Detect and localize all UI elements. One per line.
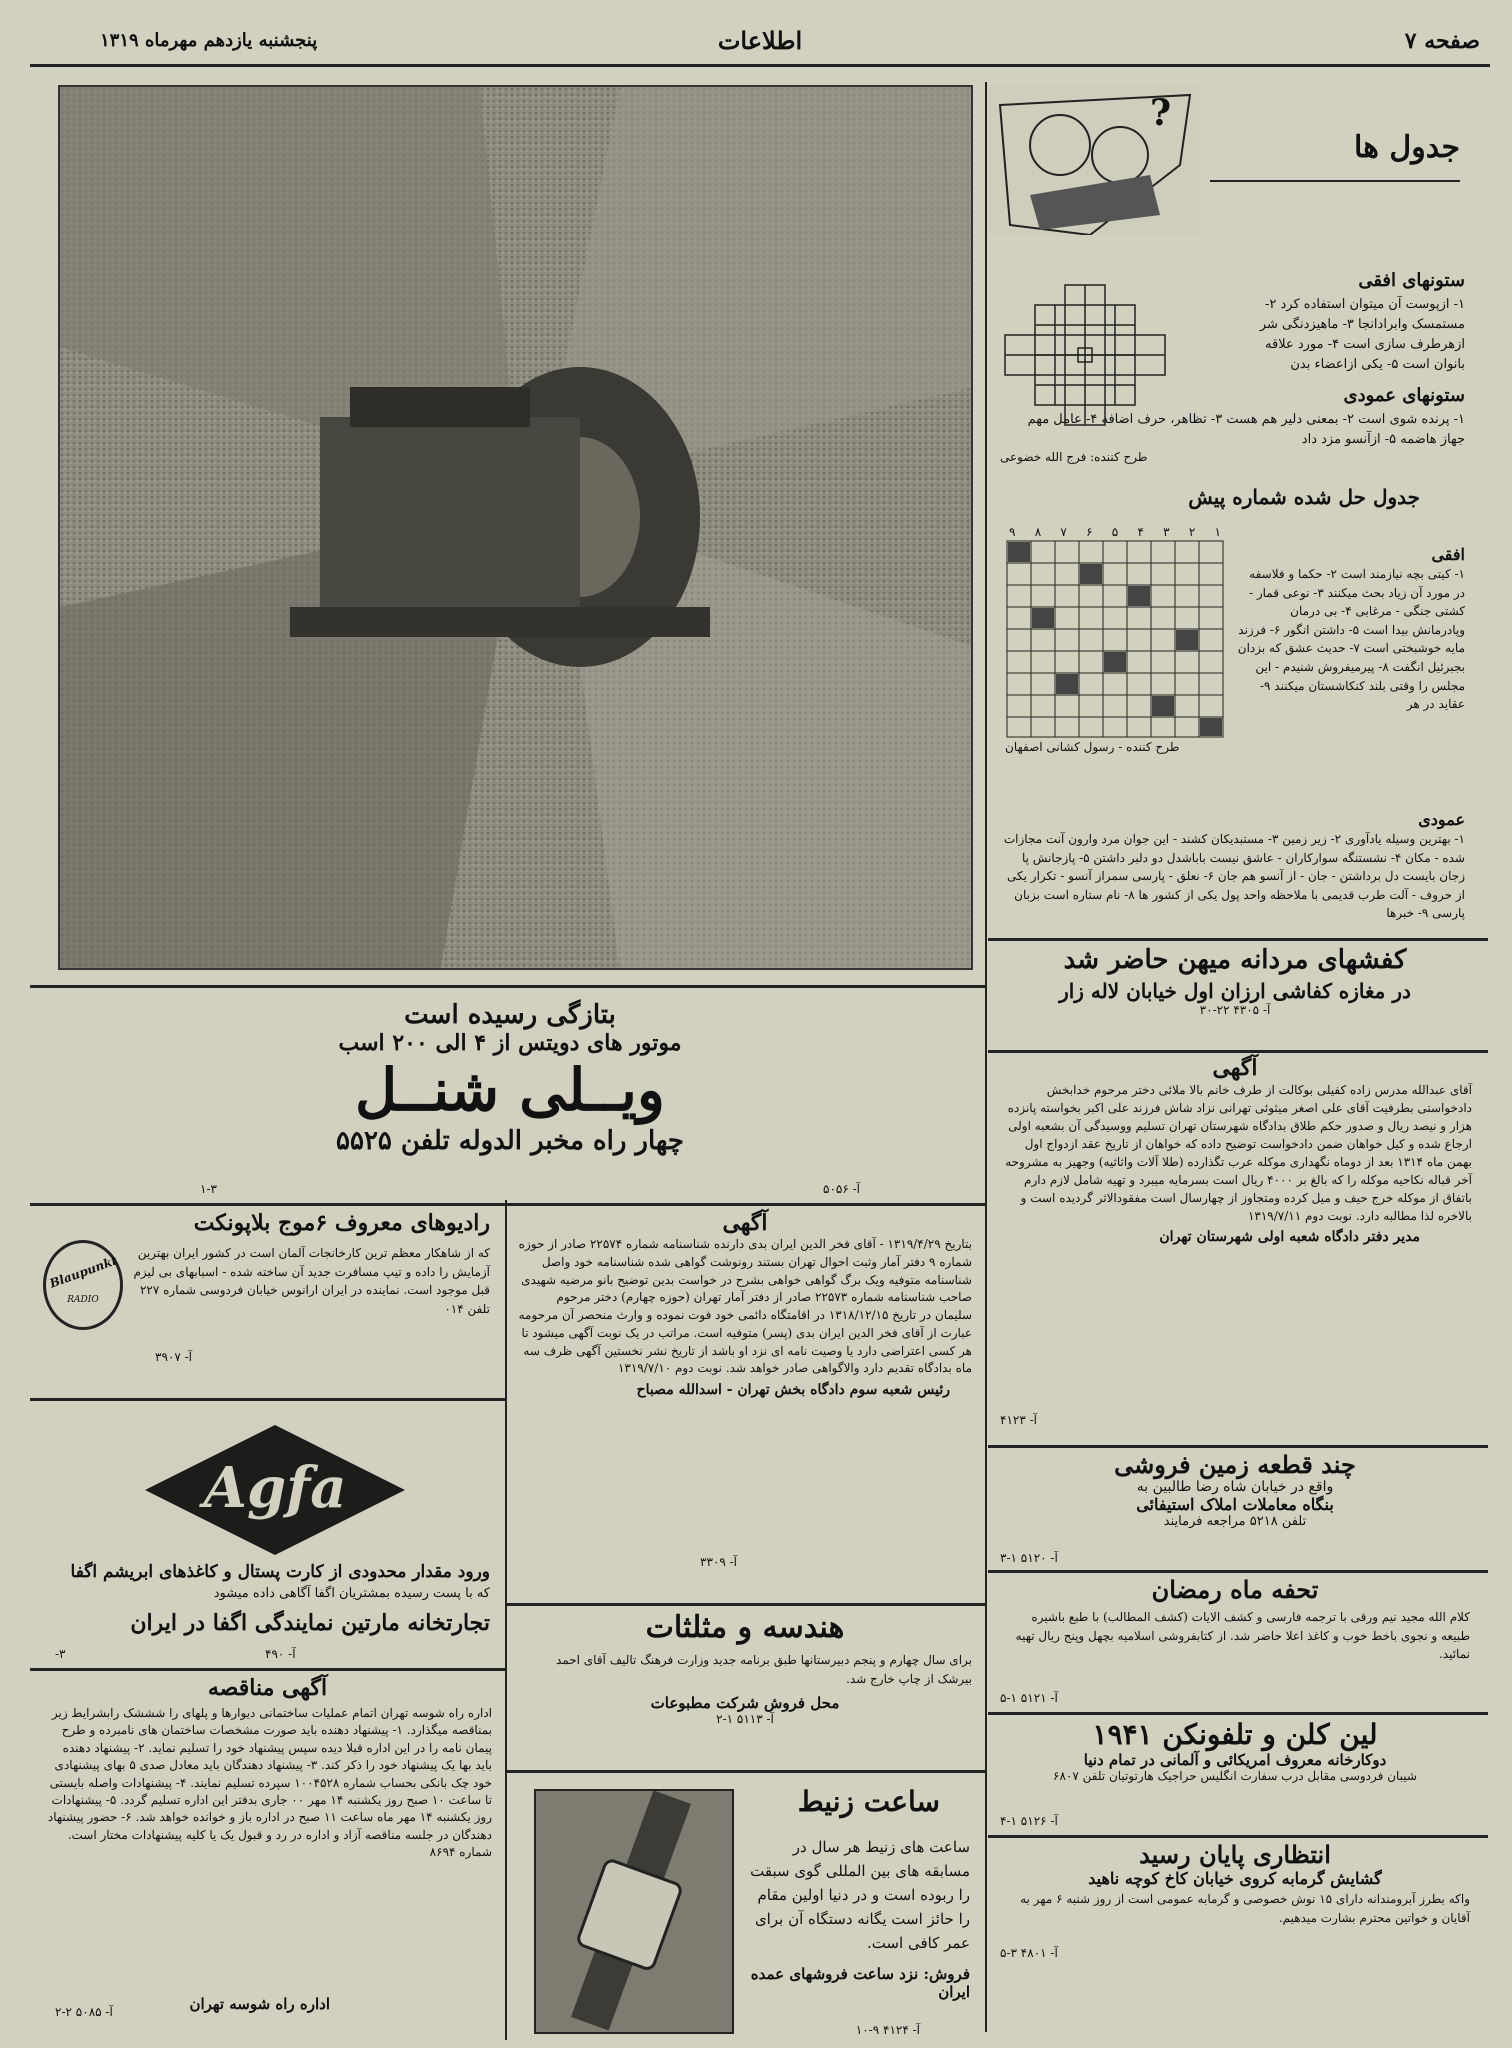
prev-horizontal-title: افقی	[1431, 545, 1465, 564]
radio-title: رادیوهای معروف ۶موج بلاپونکت	[193, 1210, 490, 1236]
court-notice-middle	[510, 1210, 980, 1600]
prev-vertical-clues: ۱- بهترین وسیله یادآوری ۲- زیر زمین ۳- مستبدیکان کشند - این جوان مرد وارون آنت مجازات شده - مکان ۴- نشستنگه سوارکاران - عاشق نیست باباشدل دو دلبر داشتن ۵- پازجانش پا زجان بایست دل برداشتن - جان - از آنسو هم جان ۶- نعلق - پارسی سمراز آنسو - تکرار یکی از حروف - آلت طرب قدیمی با ملاحظه واحد پول یکی از کشور ها ۸- نام ستاره است بزبان پارسی ۹- خبرها	[1003, 832, 1465, 921]
geometry-book-advertisement	[510, 1610, 980, 1760]
shoes-location: در مغازه کفاشی ارزان اول خیابان لاله زار	[1059, 979, 1411, 1003]
tender-text: اداره راه شوسه تهران اتمام عملیات ساختمانی دیوارها و پلهای را شششک رابشرایط زیر بمناقصه میگذارد. ۱- پیشنهاد دهنده باید صورت مشخصات ساختمان های نامبرده و طرح پیمان نامه را در این اداره قبلا دیده سپس پیشنهاد خود را تسلیم نماید. ۲- پیشنهاد دهنده باید بها یک پیشنهاد خود را ذکر کند. ۳- پیشنهاد دهندگان باید معادل صدی ۵ بهای پیشنهادی خود چک بانکی بحساب شماره ۱۰۰۴۵۲۸ سپرده تسلیم نمایند. ۴- پیشنهادات واصله بایستی تا ساعت ۱۰ صبح روز یکشنبه ۱۴ مهر ۰۰ جاری بدفتر این اداره تسلیم گردد. ۵- پیشنهادات روز یکشنبه ۱۴ مهر ماه ساعت ۱۱ صبح در اداره باز و خوانده خواهد شد. ۶- حضور پیشنهاد دهندگان در جلسه مناقصه آزاد و اداره در رد و قبول یک یا کلیه پیشنهادات مختار است. شماره ۸۶۹۴	[47, 1706, 492, 1860]
zenith-title: ساعت زنیط	[797, 1785, 940, 1818]
grid-col-4: ۴	[1137, 525, 1144, 539]
motor-brand: ویــلی شنــل	[355, 1056, 665, 1124]
prev-solution-title: جدول حل شده شماره پیش	[1188, 485, 1420, 509]
ramadan-advertisement	[990, 1575, 1480, 1705]
lincoln-ref: آ- ۵۱۲۶ ۱-۴	[1000, 1814, 1058, 1828]
motor-ref-right: آ- ۵۰۵۶	[823, 1182, 860, 1196]
blaupunkt-logo-sub: RADIO	[67, 1295, 99, 1305]
divider-bath-top	[988, 1835, 1488, 1838]
land-ref: آ- ۵۱۲۰ ۱-۳	[1000, 1551, 1058, 1565]
horizontal-clues: ۱- ازپوست آن میتوان استفاده کرد ۲- مستمسک وابرادانجا ۳- ماهیزدنگی شر ازهرطرف سازی است ۴- مورد علاقه بانوان است ۵- یکی ازاعضاء بدن	[1259, 297, 1465, 373]
grid-col-8: ۸	[1034, 525, 1042, 539]
crossword-title-rule	[1210, 180, 1460, 182]
prev-designer: طرح کننده - رسول کشانی اصفهان	[1005, 740, 1180, 754]
tender-title: آگهی مناقصه	[207, 1675, 328, 1701]
divider-motor-top	[30, 985, 985, 988]
shoes-advertisement	[990, 945, 1480, 1025]
crossword-illustration	[990, 85, 1200, 235]
ramadan-ref: آ- ۵۱۲۱ ۱-۵	[1000, 1691, 1058, 1705]
tender-ref: آ- ۵۰۸۵ ۲-۲	[55, 2005, 113, 2019]
land-agency: بنگاه معاملات املاک استیفائی	[1136, 1495, 1334, 1514]
blaupunkt-radio-advertisement	[35, 1210, 500, 1395]
diesel-engine-photo	[60, 87, 973, 970]
geometry-seller: محل فروش شرکت مطبوعات	[650, 1694, 840, 1713]
notice-mid-title: آگهی	[722, 1210, 768, 1236]
divider-lincoln-top	[988, 1712, 1488, 1715]
lincoln-line2: شیبان فردوسی مقابل درب سفارت انگلیس حراجیک هارتوتیان تلفن ۶۸۰۷	[1053, 1769, 1417, 1783]
notice-mid-signature: رئیس شعبه سوم دادگاه بخش تهران - اسدالله مصباح	[636, 1382, 950, 1398]
crossword-designer: طرح کننده: فرج الله خضوعی	[1000, 450, 1148, 464]
zenith-ref: آ- ۴۱۲۴ ۹-۱۰	[855, 2023, 920, 2037]
land-phone: تلفن ۵۲۱۸ مراجعه فرمایند	[1163, 1514, 1307, 1529]
crossword-title: جدول ها	[1354, 130, 1460, 165]
motor-address: چهار راه مخبر الدوله تلفن ۵۵۲۵	[336, 1125, 684, 1156]
wristwatch-icon	[536, 1791, 732, 2032]
notice-signature: مدیر دفتر دادگاه شعبه اولی شهرستان تهران	[1159, 1229, 1420, 1245]
people-puzzle-illustration	[990, 85, 1200, 235]
motor-line1: بتازگی رسیده است	[404, 1000, 616, 1030]
grid-column-numbers	[1005, 525, 1225, 539]
engine-photograph	[58, 85, 973, 970]
agfa-logo	[145, 1425, 405, 1555]
watch-image	[534, 1789, 734, 2034]
agfa-line1: ورود مقدار محدودی از کارت پستال و کاغذهای ابریشم اگفا	[70, 1562, 490, 1582]
bath-line1: گشایش گرمابه کروی خیابان کاخ کوچه ناهید	[1088, 1869, 1382, 1888]
divider-ramadan-top	[988, 1570, 1488, 1573]
crossword-puzzle-grid	[1000, 280, 1170, 450]
header-date: پنجشنبه یازدهم مهرماه ۱۳۱۹	[100, 30, 318, 51]
blaupunkt-logo-text: Blaupunkt	[47, 1253, 119, 1291]
radio-text: که از شاهکار معظم ترین کارخانجات آلمان است در کشور ایران بهترین آزمایش را داده و تیپ مسافرت جدید آن ساخته شده - اسبابهای بی لیزم قبل موجود است. نماینده در ایران ارانوس خیابان فردوسی شماره ۲۲۷ تلفن ۰۱۴	[133, 1246, 490, 1316]
divider-geometry-top	[507, 1603, 985, 1606]
agfa-advertisement	[35, 1405, 500, 1665]
deutz-motor-advertisement	[40, 1000, 980, 1200]
notice-mid-body: بتاریخ ۱۳۱۹/۴/۲۹ - آقای فخر الدین ایران بدی دارنده شناسنامه شماره ۲۲۵۷۴ صادر از حوزه شماره ۹ دفتر آمار وثبت احوال تهران بستند رونوشت گواهی شده شناسنامه خود واصل شناسنامه متوفیه ویک برگ گواهی خواهی بشرح در خواست بدین توضیح بانو مرضیه شهیدی صاحب شناسنامه شماره ۲۲۵۷۳ صادر از دفتر آمار تهران (حوزه چهارم) دختر مرحوم سلیمان در تاریخ ۱۳۱۸/۱۲/۱۵ در اقامتگاه دائمی خود فوت نموده و وارث منحصر آن مرحومه عبارت از آقای فخر الدین ایران بدی (پسر) متوفیه است. مراتب در یک نوبت آگهی میشود تا هر کسی اعتراضی دارد یا وصیت نامه ای نزد او باشد از تاریخ نشر نخستین آگهی ظرف سه ماه بدادگاه تقدیم دارد والاگواهی صادر خواهد شد. نوبت دوم ۱۳۱۹/۷/۱۰	[518, 1237, 972, 1376]
bathhouse-advertisement	[990, 1840, 1480, 1970]
geometry-ref: آ- ۵۱۱۳ ۱-۲	[716, 1712, 774, 1727]
vertical-title: ستونهای عمودی	[1343, 385, 1465, 406]
prev-solution-grid	[1005, 525, 1225, 743]
geometry-title: هندسه و مثلثات	[645, 1610, 845, 1645]
lincoln-title: لین کلن و تلفونکن ۱۹۴۱	[1092, 1718, 1378, 1751]
grid-col-1: ۱	[1214, 525, 1221, 539]
solution-grid-lines	[1005, 539, 1225, 739]
land-line1: واقع در خیابان شاه رضا طالبین به	[1136, 1479, 1334, 1495]
notice-title: آگهی	[1212, 1055, 1258, 1081]
land-advertisement	[990, 1450, 1480, 1565]
geometry-text: برای سال چهارم و پنجم دبیرستانها طبق برنامه جدید وزارت فرهنگ تالیف آقای احمد بیرشک از چاپ خارج شد.	[555, 1653, 972, 1686]
svg-text:?: ?	[1150, 92, 1172, 134]
diamond-crossword-icon	[1000, 280, 1170, 430]
column-divider-right	[985, 82, 987, 2032]
shoes-headline: کفشهای مردانه میهن حاضر شد	[1063, 945, 1407, 975]
ramadan-text: کلام الله مجید نیم ورقی با ترجمه فارسی و کشف الایات (کشف المطالب) با طبع باشیره طبیعه و نجوی باخط خوب و کاغذ اعلا حاضر شد. از کتابفروشی اسلامیه بچهل وپنج ریال تهیه نمائید.	[1015, 1610, 1470, 1662]
shoes-ref: آ- ۴۳۰۵ ۲۲-۳۰	[1199, 1003, 1271, 1017]
bath-title: انتظاری پایان رسید	[1139, 1840, 1331, 1869]
zenith-watch-advertisement	[510, 1775, 980, 2040]
header-rule	[30, 64, 1490, 67]
horizontal-title: ستونهای افقی	[1358, 270, 1465, 291]
divider-tender-top	[30, 1668, 505, 1671]
notice-mid-ref: آ- ۳۳۰۹	[700, 1555, 737, 1569]
divider-lower-left-top	[30, 1203, 985, 1206]
divider-shoes-top	[988, 938, 1488, 941]
motor-ref-left: ۱-۳	[200, 1182, 217, 1196]
lincoln-line1: دوکارخانه معروف امریکائی و آلمانی در تمام دنیا	[1083, 1751, 1387, 1769]
agfa-line2: که با پست رسیده بمشتریان اگفا آگاهی داده میشود	[213, 1586, 490, 1601]
divider-land-top	[988, 1445, 1488, 1448]
prev-vertical-title: عمودی	[1418, 810, 1465, 829]
agfa-ref: آ- ۴۹۰	[265, 1647, 296, 1661]
grid-col-3: ۳	[1163, 525, 1170, 539]
crossword-section	[990, 85, 1480, 935]
grid-col-6: ۶	[1086, 525, 1093, 539]
tender-advertisement	[35, 1675, 500, 2035]
agfa-ref2: -۳	[55, 1647, 66, 1661]
blaupunkt-logo	[43, 1240, 123, 1330]
zenith-sale: فروش: نزد ساعت فروشهای عمده ایران	[750, 1965, 970, 2001]
notice-ref: آ- ۴۱۲۳	[1000, 1413, 1037, 1427]
tender-signature: اداره راه شوسه تهران	[189, 1995, 330, 2013]
grid-col-9: ۹	[1009, 525, 1016, 539]
vertical-clues: ۱- پرنده شوی است ۲- بمعنی دلیر هم هست ۳- تظاهر، حرف اضافه ۴- عامل مهم جهاز هاضمه ۵- ازآنسو مزد داد	[1027, 412, 1465, 448]
bath-ref: آ- ۴۸۰۱ ۳-۵	[1000, 1946, 1058, 1960]
zenith-text: ساعت های زنیط هر سال در مسابقه های بین المللی گوی سبقت را ربوده است و در دنیا اولین مقام را حائز است یگانه دستگاه آن برای عمر کافی است.	[750, 1838, 970, 1952]
radio-ref: آ- ۳۹۰۷	[155, 1350, 192, 1364]
newspaper-name: اطلاعات	[717, 26, 803, 55]
column-divider-middle	[505, 1200, 507, 2040]
agfa-line3: تجارتخانه مارتین نمایندگی اگفا در ایران	[130, 1610, 490, 1636]
notice-body: آقای عبدالله مدرس زاده کفیلی بوکالت از طرف خانم بالا ملائی دختر مرحوم خدابخش دادخواستی بطرفیت آقای علی اصغر میثوئی تهرانی نزاد شاش فرزند علی اکبر بخواسته پانزده هزار و نیصد ریال و صدور حکم طلاق بدادگاه شهرستان تهران تسلیم ووسیدگی آن بشعبه اولی ارجاع شده و کیل خواهان ضمن دادخواست توضیح داده که خواهان از تاریخ عقد ازدواج اول بهمن ماه ۱۳۱۴ بعد از دوماه نگهداری موکله عرب تگذارده (طلا آلات واثاثیه) وجهیز به مشروحه آخر قباله نکاحیه موکله را که بالغ بر ۴۰۰۰ ریال است بسرمایه میبرد و تهیه شامل لازم دارم باتفاق از موکله خرج حیف و میل کرده ومتجاوز از چهارسال است مفقودالاثر گردیده است و بالاخره لذا مطالبه دارد. نوبت دوم ۱۳۱۹/۷/۱۱	[1005, 1083, 1472, 1223]
lincoln-radio-advertisement	[990, 1718, 1480, 1828]
land-title: چند قطعه زمین فروشی	[1114, 1450, 1356, 1479]
court-notice-right	[990, 1055, 1480, 1435]
page-number: صفحه ۷	[1404, 28, 1480, 54]
grid-col-5: ۵	[1111, 525, 1119, 539]
grid-col-7: ۷	[1060, 525, 1067, 539]
divider-notice-top	[988, 1050, 1488, 1053]
divider-zenith-top	[507, 1770, 985, 1773]
ramadan-title: تحفه ماه رمضان	[1151, 1575, 1319, 1604]
motor-line2: موتور های دویتس از ۴ الی ۲۰۰ اسب	[338, 1030, 682, 1056]
divider-agfa-top	[30, 1398, 505, 1401]
bath-text: واکه بطرز آبرومندانه دارای ۱۵ نوش خصوصی و گرمابه عمومی است از روز شنبه ۶ مهر به آقایان و خواتین محترم بشارت میدهیم.	[1020, 1892, 1470, 1925]
agfa-logo-text: Agfa	[203, 1455, 347, 1521]
grid-col-2: ۲	[1188, 525, 1196, 539]
prev-horizontal-clues: ۱- کیتی بچه نیازمند است ۲- حکما و فلاسفه در مورد آن زیاد بحث میکنند ۳- نوعی قمار - کشتی جنگی - مرغابی ۴- بی درمان وپادرمانش بیدا است ۵- داشتن انگور ۶- فرزند مایه خوشبختی است ۷- حدیث عشق که بزدان بجبرئیل انگفت ۸- پیرمیفروش شنیدم - این مجلس را وقتی بلند کنکاشستان میکنند ۹- عقاید در هر	[1237, 567, 1465, 712]
page-header	[30, 22, 1490, 62]
